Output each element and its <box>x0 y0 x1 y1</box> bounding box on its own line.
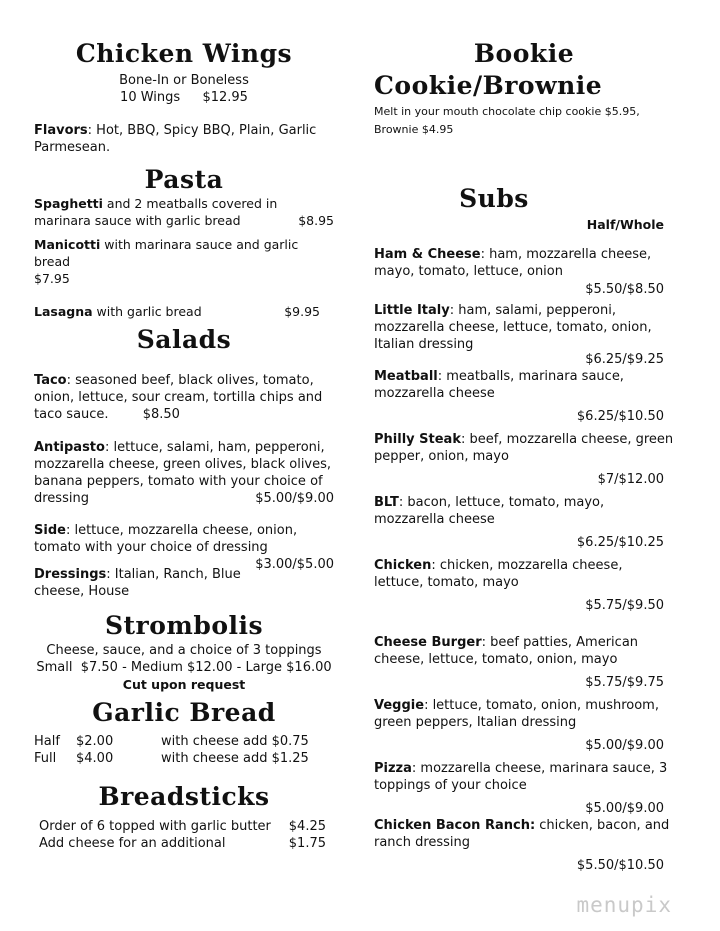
pasta-item-price: $8.95 <box>298 213 334 228</box>
sub-item <box>374 368 674 425</box>
sub-item-price: $5.00/$9.00 <box>585 800 664 816</box>
sub-item <box>374 494 674 551</box>
breadsticks-text: Add cheese for an additional <box>39 836 226 851</box>
sub-item-name: Pizza <box>374 760 412 776</box>
salads-title: Salads <box>136 325 232 354</box>
pasta-item-desc: with marinara sauce and garlic bread <box>34 237 299 269</box>
sub-item-price: $5.00/$9.00 <box>585 737 664 753</box>
breadsticks-text: Order of 6 topped with garlic butter <box>39 819 271 834</box>
garlic-bread-title: Garlic Bread <box>92 698 276 727</box>
sub-item-price: $5.75/$9.75 <box>585 674 664 690</box>
dessert-title-line2: Cookie/Brownie <box>374 70 603 100</box>
flavors-text: : Hot, BBQ, Spicy BBQ, Plain, Garlic Parmesean. <box>34 122 317 155</box>
pasta-item-desc: and 2 meatballs covered in marinara sauce with garlic bread <box>34 196 278 228</box>
strombolis-title: Strombolis <box>104 610 264 640</box>
sub-item <box>374 246 674 298</box>
subs-title: Subs <box>459 184 529 213</box>
salad-item-desc: : lettuce, salami, ham, pepperoni, mozzarella cheese, green olives, black olives, banana peppers, tomato with your choice of dressing <box>34 439 332 506</box>
left-column <box>34 40 334 852</box>
wings-price: $12.95 <box>202 89 248 105</box>
breadsticks-row <box>34 818 334 835</box>
salad-item-name: Antipasto <box>34 439 105 455</box>
sub-item-desc: : chicken, mozzarella cheese, lettuce, tomato, mayo <box>374 557 623 590</box>
sub-item <box>374 634 674 691</box>
garlic-bread-extra: with cheese add $0.75 <box>161 733 309 749</box>
pasta-item-price: $9.95 <box>284 304 320 319</box>
garlic-bread-row <box>34 750 334 767</box>
wings-price-line <box>34 89 334 106</box>
strombolis-sizes: Small $7.50 - Medium $12.00 - Large $16.00 <box>36 660 332 675</box>
breadsticks-price: $1.75 <box>288 836 326 851</box>
sub-item-name: BLT <box>374 494 399 510</box>
salad-item <box>34 372 334 423</box>
sub-item-name: Ham & Cheese <box>374 246 481 262</box>
subs-list <box>374 246 674 874</box>
dessert-title-line1: Bookie <box>473 39 575 68</box>
wings-count: 10 Wings <box>120 89 181 105</box>
garlic-bread-price: $4.00 <box>76 750 114 766</box>
wings-flavors <box>34 122 334 156</box>
salad-item-price: $3.00/$5.00 <box>255 556 334 572</box>
dessert-desc <box>374 103 674 139</box>
garlic-bread-extra: with cheese add $1.25 <box>161 750 309 766</box>
salad-item <box>34 439 334 507</box>
breadsticks-row <box>34 835 334 852</box>
pasta-item-desc: with garlic bread <box>92 304 202 319</box>
sub-item-name: Chicken <box>374 557 432 573</box>
pasta-item-price: $7.95 <box>34 271 70 286</box>
sub-item-desc: : beef patties, American cheese, lettuce, tomato, onion, mayo <box>374 634 639 667</box>
sub-item-desc: : bacon, lettuce, tomato, mayo, mozzarella cheese <box>374 494 605 527</box>
salad-item-price: $5.00/$9.00 <box>255 490 334 506</box>
sub-item-desc: : ham, salami, pepperoni, mozzarella cheese, lettuce, tomato, onion, Italian dressing <box>374 302 652 352</box>
sub-item <box>374 817 674 874</box>
breadsticks-title: Breadsticks <box>98 781 270 811</box>
dessert-desc-line: Melt in your mouth chocolate chip cookie $5.95, <box>374 105 640 118</box>
sub-item-name: Meatball <box>374 368 438 384</box>
sub-item-name: Chicken Bacon Ranch: <box>374 817 536 833</box>
sub-item-desc: : lettuce, tomato, onion, mushroom, green peppers, Italian dressing <box>374 697 659 730</box>
sub-item-name: Veggie <box>374 697 425 713</box>
pasta-title: Pasta <box>144 164 224 194</box>
salad-item-desc: : Italian, Ranch, Blue cheese, House <box>34 566 241 599</box>
salad-item-name: Side <box>34 522 66 538</box>
salad-item-desc: : seasoned beef, black olives, tomato, onion, lettuce, sour cream, tortilla chips and taco sauce. <box>34 372 323 422</box>
pasta-item <box>34 303 334 320</box>
wings-title: Chicken Wings <box>75 39 293 68</box>
sub-item-price: $5.50/$10.50 <box>576 857 664 873</box>
salad-item <box>34 522 334 572</box>
pasta-item-name: Lasagna <box>34 304 93 319</box>
flavors-label: Flavors <box>34 122 88 138</box>
strombolis-note: Cut upon request <box>122 677 246 692</box>
sub-item-name: Little Italy <box>374 302 450 318</box>
sub-item <box>374 431 674 488</box>
pasta-item-name: Manicotti <box>34 237 101 252</box>
salad-item-name: Taco <box>34 372 67 388</box>
sub-item <box>374 557 674 614</box>
garlic-bread-size: Full <box>34 750 57 766</box>
salad-item-desc: : lettuce, mozzarella cheese, onion, tomato with your choice of dressing <box>34 522 298 555</box>
sub-item-price: $7/$12.00 <box>597 471 664 487</box>
garlic-bread-price: $2.00 <box>76 733 114 749</box>
pasta-item <box>34 236 334 287</box>
pasta-item <box>34 195 334 229</box>
garlic-bread-row <box>34 733 334 750</box>
right-column <box>374 40 674 874</box>
sub-item-price: $5.75/$9.50 <box>585 597 664 613</box>
sub-item <box>374 697 674 754</box>
salad-item-name: Dressings <box>34 566 107 582</box>
sub-item-price: $6.25/$10.50 <box>576 408 664 424</box>
garlic-bread-size: Half <box>34 733 60 749</box>
sub-item-price: $6.25/$10.25 <box>576 534 664 550</box>
sub-item-desc: : mozzarella cheese, marinara sauce, 3 toppings of your choice <box>374 760 668 793</box>
sub-item-desc: : ham, mozzarella cheese, mayo, tomato, lettuce, onion <box>374 246 652 279</box>
sub-item-desc: : beef, mozzarella cheese, green pepper, onion, mayo <box>374 431 674 464</box>
sub-item-price: $5.50/$8.50 <box>585 281 664 297</box>
wings-type: Bone-In or Boneless <box>119 72 249 88</box>
menupix-watermark: menupix <box>576 893 672 917</box>
sub-item-price: $6.25/$9.25 <box>585 351 664 367</box>
sub-item-desc: : meatballs, marinara sauce, mozzarella cheese <box>374 368 624 401</box>
sub-item-name: Philly Steak <box>374 431 461 447</box>
sub-item <box>374 302 674 368</box>
strombolis-desc: Cheese, sauce, and a choice of 3 toppings <box>46 643 322 658</box>
sub-item <box>374 760 674 817</box>
subs-header: Half/Whole <box>586 216 664 232</box>
sub-item-name: Cheese Burger <box>374 634 482 650</box>
pasta-item-name: Spaghetti <box>34 196 103 211</box>
breadsticks-price: $4.25 <box>288 819 326 834</box>
sub-item-desc: chicken, bacon, and ranch dressing <box>374 817 670 850</box>
salad-item-price: $8.50 <box>142 406 180 422</box>
dessert-desc-line: Brownie $4.95 <box>374 123 454 136</box>
